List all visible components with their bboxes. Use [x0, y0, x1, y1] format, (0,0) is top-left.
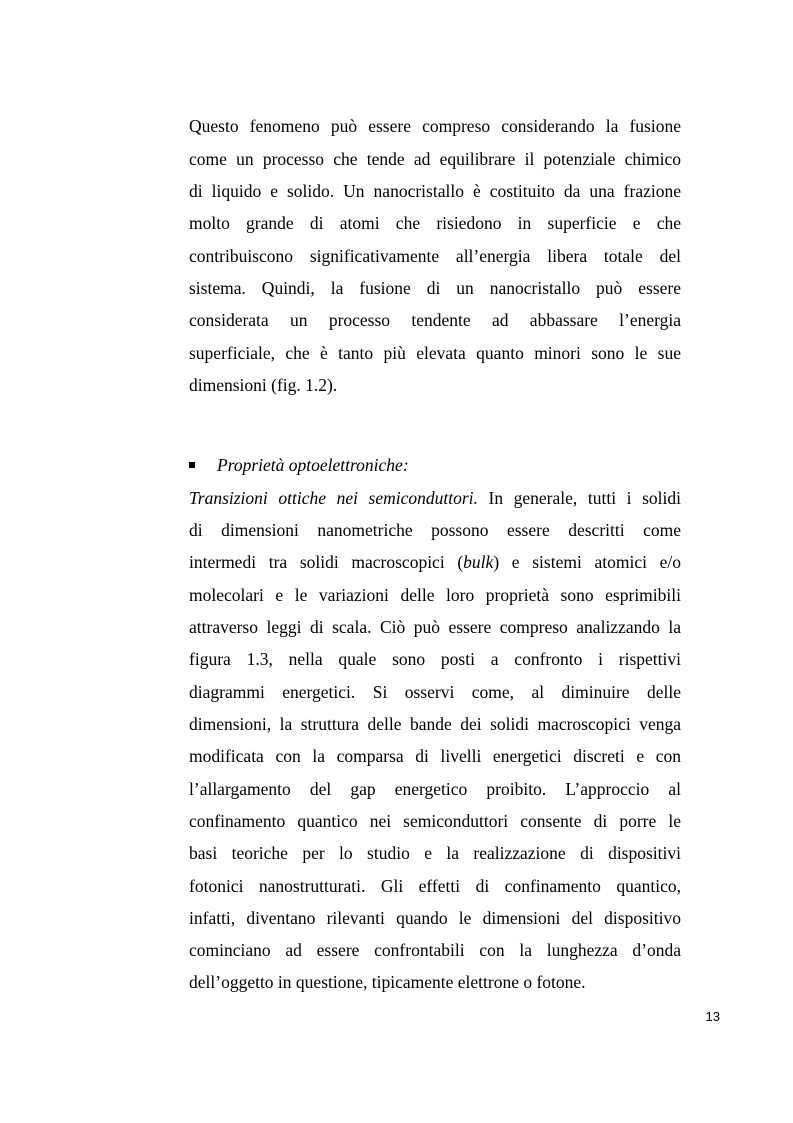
- text-line: modificata con la comparsa di livelli energetici discreti e con: [189, 746, 681, 766]
- text-span: intermedi tra solidi macroscopici (: [189, 552, 464, 572]
- text-line: considerata un processo tendente ad abbassare l’energia: [189, 310, 681, 330]
- text-line: Questo fenomeno può essere compreso considerando la fusione: [189, 116, 681, 136]
- bullet-heading: [189, 454, 681, 476]
- subheading: Transizioni ottiche nei semiconduttori.: [189, 488, 478, 508]
- text-line: di dimensioni nanometriche possono essere descritti come: [189, 520, 681, 540]
- text-line: [189, 487, 681, 509]
- text-line: molto grande di atomi che risiedono in superficie e che: [189, 213, 681, 233]
- text-line: infatti, diventano rilevanti quando le dimensioni del dispositivo: [189, 908, 681, 928]
- text-line: sistema. Quindi, la fusione di un nanocristallo può essere: [189, 278, 681, 298]
- text-line: fotonici nanostrutturati. Gli effetti di confinamento quantico,: [189, 876, 681, 896]
- text-line: dimensioni, la struttura delle bande dei solidi macroscopici venga: [189, 714, 681, 734]
- section-heading: Proprietà optoelettroniche:: [217, 455, 409, 475]
- text-line: confinamento quantico nei semiconduttori consente di porre le: [189, 811, 681, 831]
- text-span: ) e sistemi atomici e/o: [493, 552, 681, 572]
- text-line: cominciano ad essere confrontabili con la lunghezza d’onda: [189, 940, 681, 960]
- text-line: molecolari e le variazioni delle loro proprietà sono esprimibili: [189, 585, 681, 605]
- text-line: [189, 551, 681, 573]
- italic-term: bulk: [463, 552, 494, 572]
- text-line: l’allargamento del gap energetico proibito. L’approccio al: [189, 779, 681, 799]
- text-line: superficiale, che è tanto più elevata quanto minori sono le sue: [189, 343, 681, 363]
- text-line: basi teoriche per lo studio e la realizzazione di dispositivi: [189, 843, 681, 863]
- text-line: diagrammi energetici. Si osservi come, al diminuire delle: [189, 682, 681, 702]
- text-line: di liquido e solido. Un nanocristallo è costituito da una frazione: [189, 181, 681, 201]
- text-line: dimensioni (fig. 1.2).: [189, 375, 338, 395]
- text-line: contribuiscono significativamente all’energia libera totale del: [189, 246, 681, 266]
- text-line: dell’oggetto in questione, tipicamente elettrone o fotone.: [189, 972, 586, 992]
- text-line: attraverso leggi di scala. Ciò può essere compreso analizzando la: [189, 617, 681, 637]
- page-number: 13: [705, 1009, 720, 1024]
- text-span: In generale, tutti i solidi: [477, 488, 681, 508]
- square-bullet-icon: [189, 462, 195, 468]
- text-line: come un processo che tende ad equilibrare il potenziale chimico: [189, 149, 681, 169]
- text-line: figura 1.3, nella quale sono posti a confronto i rispettivi: [189, 649, 681, 669]
